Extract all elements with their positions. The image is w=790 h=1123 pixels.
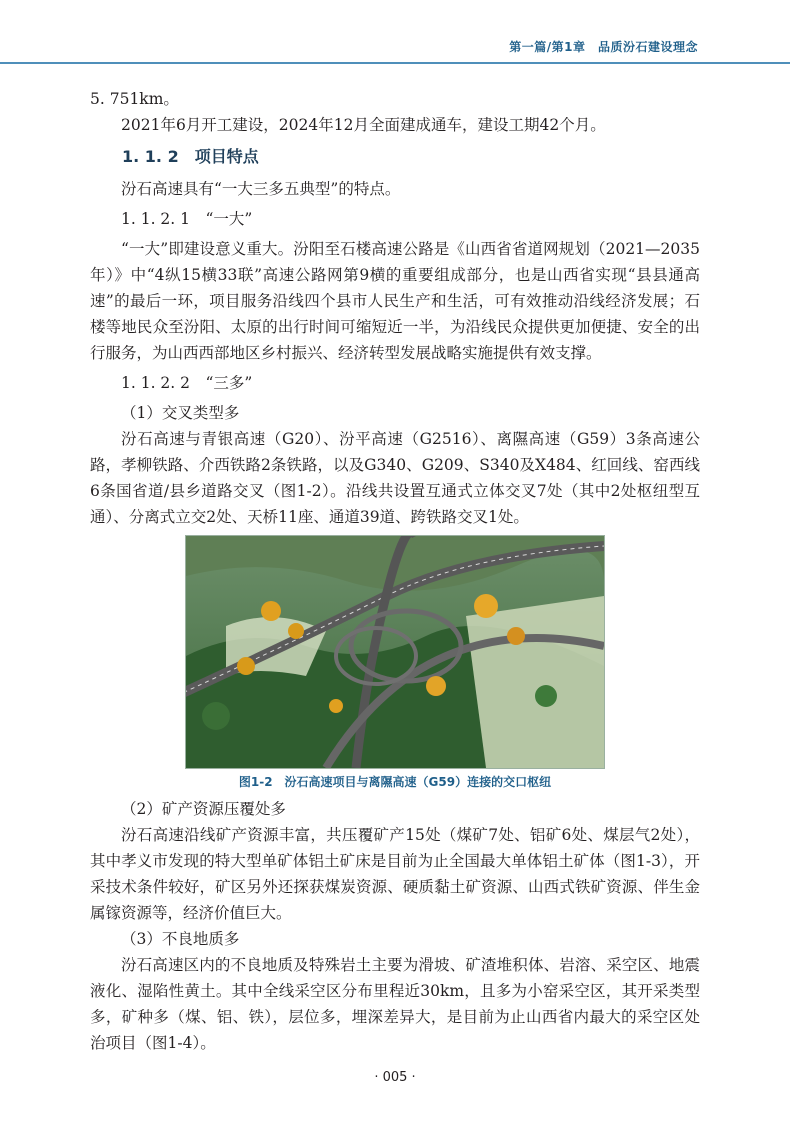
subsection-heading-yida: 1. 1. 2. 1 “一大” <box>121 210 253 228</box>
text-construction-period: 2021年6月开工建设，2024年12月全面建成通车，建设工期42个月。 <box>121 116 606 134</box>
subsection-heading-sanduo: 1. 1. 2. 2 “三多” <box>121 374 253 392</box>
page-number: · 005 · <box>374 1070 416 1085</box>
figure-interchange-rendering <box>185 535 605 769</box>
text-line-length: 5. 751km。 <box>90 90 179 108</box>
item-title-mineral: （2）矿产资源压覆处多 <box>121 800 286 818</box>
paragraph-cross-types: 汾石高速与青银高速（G20）、汾平高速（G2516）、离隰高速（G59）3条高速公路，孝柳铁路、介西铁路2条铁路，以及G340、G209、S340及X484、红回线、窑西线6条国省道/县乡道路交叉（图1-2）。沿线共设置互通式立体交叉7处（其中2处枢纽型互通）、分离式立交2处、天桥11座、通道39道、跨铁路交叉1处。 <box>90 430 700 526</box>
text-features-intro: 汾石高速具有“一大三多五典型”的特点。 <box>121 180 401 198</box>
main-text-bottom <box>90 796 700 1056</box>
item-title-cross-types: （1）交叉类型多 <box>121 404 240 422</box>
main-text-top <box>90 86 700 530</box>
paragraph-geology: 汾石高速区内的不良地质及特殊岩土主要为滑坡、矿渣堆积体、岩溶、采空区、地震液化、湿陷性黄土。其中全线采空区分布里程近30km，且多为小窑采空区，其开采类型多，矿种多（煤、铝、铁），层位多，埋深差异大，是目前为止山西省内最大的采空区处治项目（图1-4）。 <box>90 956 700 1052</box>
header-title: 第一篇/第1章 品质汾石建设理念 <box>509 40 698 54</box>
header-divider <box>0 62 790 64</box>
figure-caption: 图1-2 汾石高速项目与离隰高速（G59）连接的交口枢纽 <box>238 775 552 789</box>
paragraph-mineral: 汾石高速沿线矿产资源丰富，共压覆矿产15处（煤矿7处、铝矿6处、煤层气2处），其中孝义市发现的特大型单矿体铝土矿床是目前为止全国最大单体铝土矿体（图1-3），开采技术条件较好，矿区另外还探获煤炭资源、硬质黏土矿资源、山西式铁矿资源、伴生金属镓资源等，经济价值巨大。 <box>90 826 700 922</box>
section-heading-project-features: 1. 1. 2 项目特点 <box>122 147 259 166</box>
interchange-illustration <box>186 536 604 768</box>
item-title-geology: （3）不良地质多 <box>121 930 240 948</box>
paragraph-yida: “一大”即建设意义重大。汾阳至石楼高速公路是《山西省省道网规划（2021—2035年）》中“4纵15横33联”高速公路网第9横的重要组成部分，也是山西省实现“县县通高速”的最后一环，项目服务沿线四个县市人民生产和生活，可有效推动沿线经济发展；石楼等地民众至汾阳、太原的出行时间可缩短近一半，为沿线民众提供更加便捷、安全的出行服务，为山西西部地区乡村振兴、经济转型发展战略实施提供有效支撑。 <box>90 240 700 362</box>
